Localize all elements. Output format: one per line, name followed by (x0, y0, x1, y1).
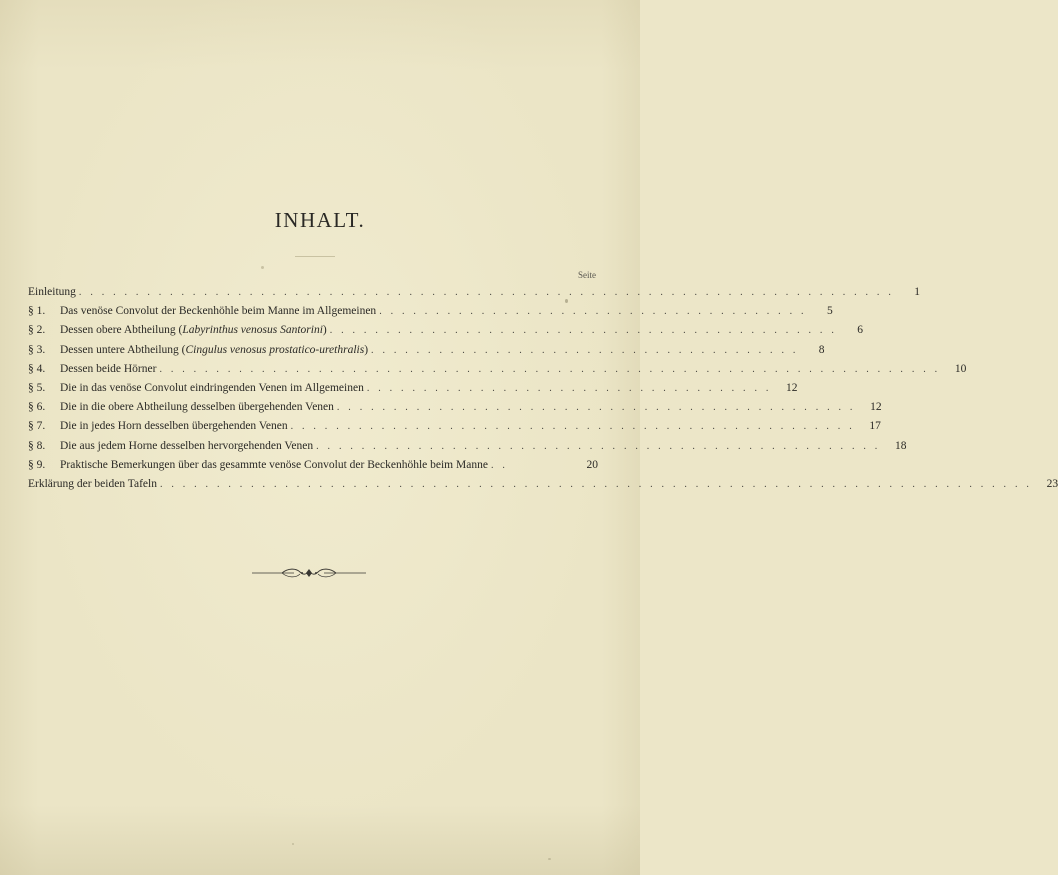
toc-entry (28, 381, 798, 401)
toc-entry-text: Dessen beide Hörner (60, 362, 157, 375)
toc-page-number: 5 (826, 305, 833, 318)
paper-speck (292, 843, 294, 845)
toc-entry-title (60, 344, 368, 356)
toc-page-number: 1 (914, 286, 921, 298)
toc-entry-text-close: ) (364, 343, 369, 356)
paper-speck (565, 299, 568, 303)
toc-page-number: 20 (586, 458, 598, 471)
toc-entry-text: Die in das venöse Convolut eindringenden Venen im Allgemeinen (60, 381, 364, 394)
leader-dots: . . (490, 459, 509, 471)
leader-dots: . . . . . . . . . . . . . . . . . . . . . . . . . . . . . . . . . . . . . . . . . . . . . . . . . . (290, 421, 855, 433)
leader-dots: . . . . . . . . . . . . . . . . . . . . . . . . . . . . . . . . . . . . . . . . . . . . . . . . . . . . . . . . . . . . . . . . . . . . . . . . (78, 287, 895, 298)
toc-entry-title (60, 382, 364, 394)
page-column-header: Seite (578, 270, 596, 280)
leader-dots: . . . . . . . . . . . . . . . . . . . . . . . . . . . . . . . . . . . . . . . . . . . . . (329, 325, 838, 337)
toc-entry-text: Einleitung (28, 286, 76, 298)
section-number: § 3. (28, 343, 46, 356)
leader-dots: . . . . . . . . . . . . . . . . . . . . . . . . . . . . . . . . . . . . . . . . . . . . . . . . . . . . . . . . . . . . . . . . . . . . . (159, 363, 941, 375)
leader-dots: . . . . . . . . . . . . . . . . . . . . . . . . . . . . . . . . . . . . (366, 382, 772, 394)
toc-entry (28, 324, 864, 343)
toc-entry-title (60, 324, 327, 336)
ornamental-divider-icon (250, 565, 368, 581)
toc-entry-title (60, 440, 313, 452)
toc-entry-title (60, 459, 488, 471)
toc-entry-title (60, 305, 376, 317)
toc-entry (28, 286, 921, 305)
toc-entry-text: Erklärung der beiden Tafeln (28, 477, 157, 490)
toc-entry-text: Die aus jedem Horne desselben hervorgehenden Venen (60, 439, 314, 452)
toc-entry (28, 362, 967, 382)
table-of-contents (28, 286, 1058, 497)
toc-entry-title (60, 363, 156, 375)
toc-entry-text: Die in die obere Abtheilung desselben übergehenden Venen (60, 401, 334, 414)
toc-entry-italic-text: Labyrinthus venosus Santorini (182, 324, 323, 337)
toc-entry-text: Das venöse Convolut der Beckenhöhle beim Manne im Allgemeinen (60, 305, 377, 318)
section-number: § 4. (28, 362, 46, 375)
toc-entry (28, 343, 825, 363)
toc-page-number: 8 (818, 343, 825, 356)
toc-entry-text: Praktische Bemerkungen über das gesammte venöse Convolut der Beckenhöhle beim Manne (60, 458, 488, 471)
section-number: § 8. (28, 439, 46, 452)
toc-page-number: 18 (894, 439, 907, 452)
toc-entry (28, 420, 881, 439)
section-number: § 6. (28, 401, 46, 414)
toc-entry-text: Die in jedes Horn desselben übergehenden Venen (60, 420, 288, 433)
toc-entry-title (60, 401, 334, 413)
section-number: § 5. (28, 381, 46, 394)
toc-entry (28, 477, 1058, 497)
toc-page-number: 23 (1046, 477, 1058, 490)
toc-entry (28, 401, 882, 420)
toc-entry-text: Dessen untere Abtheilung ( (60, 343, 186, 356)
leader-dots: . . . . . . . . . . . . . . . . . . . . . . . . . . . . . . . . . . . . . . . . . . . . . . (336, 402, 856, 414)
leader-dots: . . . . . . . . . . . . . . . . . . . . . . . . . . . . . . . . . . . . . . . . . . . . . . . . . . (316, 440, 881, 452)
toc-entry-italic-text: Cingulus venosus prostatico-urethralis (185, 343, 365, 356)
page-title: INHALT. (274, 208, 366, 232)
section-number: § 7. (28, 420, 46, 433)
leader-dots: . . . . . . . . . . . . . . . . . . . . . . . . . . . . . . . . . . . . . . (371, 344, 799, 356)
paper-speck (548, 858, 551, 860)
toc-page-number: 17 (869, 420, 881, 433)
section-number: § 2. (28, 324, 46, 337)
toc-page-number: 6 (857, 324, 864, 337)
toc-entry-title (28, 478, 157, 490)
section-number: § 9. (28, 458, 46, 471)
title-divider (295, 256, 335, 257)
toc-entry-text-close: ) (322, 324, 327, 337)
toc-entry-text: Dessen obere Abtheilung ( (60, 324, 183, 337)
paper-speck (261, 266, 264, 269)
toc-page-number: 12 (870, 401, 882, 414)
toc-entry (28, 459, 598, 478)
toc-entry-title (28, 286, 76, 298)
toc-page-number: 10 (954, 362, 967, 375)
leader-dots: . . . . . . . . . . . . . . . . . . . . . . . . . . . . . . . . . . . . . . . . . . . . . . . . . . . . . . . . . . . . . . . . . . . . . . . . . . . . . (159, 478, 1033, 490)
toc-page-number: 12 (786, 381, 798, 394)
toc-entry (28, 439, 907, 459)
section-number: § 1. (28, 305, 46, 318)
toc-entry (28, 305, 833, 324)
leader-dots: . . . . . . . . . . . . . . . . . . . . . . . . . . . . . . . . . . . . . . (379, 306, 807, 318)
toc-entry-title (60, 420, 288, 432)
